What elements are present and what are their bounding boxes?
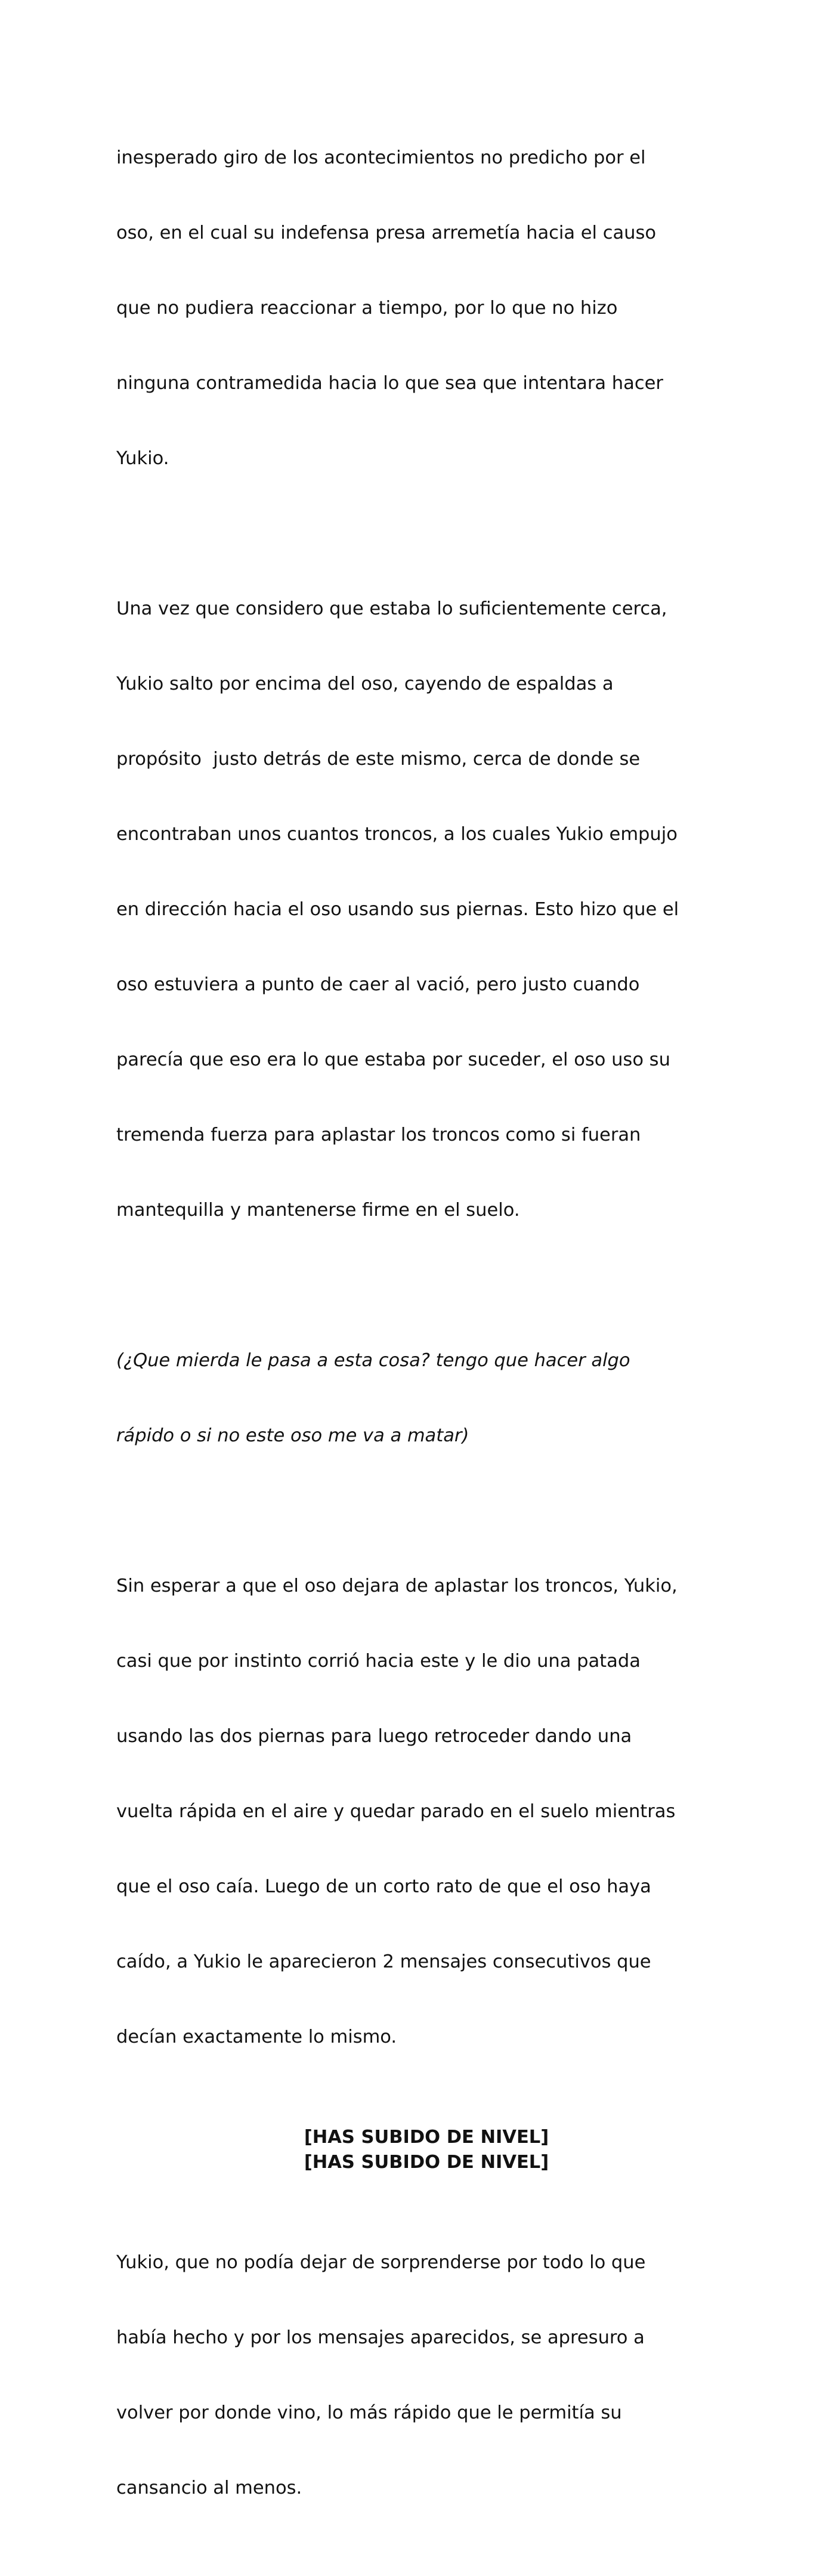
text-line: caído, a Yukio le aparecieron 2 mensajes consecutivos que — [116, 1951, 651, 1972]
text-line: Sin esperar a que el oso dejara de aplastar los troncos, Yukio, — [116, 1576, 678, 1596]
system-messages — [116, 2125, 737, 2175]
text-line: casi que por instinto corrió hacia este y le dio una patada — [116, 1651, 641, 1672]
text-line: Una vez que considero que estaba lo suficientemente cerca, — [116, 598, 667, 619]
text-line: parecía que eso era lo que estaba por suceder, el oso uso su — [116, 1049, 670, 1070]
text-line: usando las dos piernas para luego retroceder dando una — [116, 1726, 632, 1747]
text-line: Yukio. — [116, 448, 169, 469]
text-line: que no pudiera reaccionar a tiempo, por lo que no hizo — [116, 298, 618, 319]
text-line: Yukio, que no podía dejar de sorprenderse por todo lo que — [116, 2252, 646, 2273]
text-line: tremenda fuerza para aplastar los troncos como si fueran — [116, 1125, 641, 1145]
paragraph-1 — [116, 95, 737, 521]
text-line: encontraban unos cuantos troncos, a los cuales Yukio empujo — [116, 824, 678, 845]
system-message: [HAS SUBIDO DE NIVEL] — [304, 2127, 549, 2148]
text-line: propósito justo detrás de este mismo, cerca de donde se — [116, 749, 641, 770]
document-body — [116, 95, 737, 2576]
system-message: [HAS SUBIDO DE NIVEL] — [304, 2152, 549, 2173]
text-line: (¿Que mierda le pasa a esta cosa? tengo que hacer algo — [116, 1350, 630, 1371]
text-line: oso estuviera a punto de caer al vació, pero justo cuando — [116, 974, 640, 995]
text-line: Yukio salto por encima del oso, cayendo de espaldas a — [116, 674, 614, 694]
text-line: mantequilla y mantenerse firme en el suelo. — [116, 1200, 520, 1221]
text-line: vuelta rápida en el aire y quedar parado en el suelo mientras — [116, 1801, 676, 1822]
text-line: en dirección hacia el oso usando sus piernas. Esto hizo que el — [116, 899, 679, 920]
text-line: decían exactamente lo mismo. — [116, 2027, 397, 2047]
text-line: que el oso caía. Luego de un corto rato de que el oso haya — [116, 1876, 651, 1897]
paragraph-3-thought — [116, 1298, 737, 1499]
text-line: había hecho y por los mensajes aparecidos, se apresuro a — [116, 2327, 645, 2348]
text-line: inesperado giro de los acontecimientos no predicho por el — [116, 147, 646, 168]
paragraph-4 — [116, 1524, 737, 2100]
text-line: oso, en el cual su indefensa presa arremetía hacia el causo — [116, 223, 657, 243]
paragraph-6 — [116, 2200, 737, 2551]
paragraph-2 — [116, 546, 737, 1273]
text-line: volver por donde vino, lo más rápido que le permitía su — [116, 2402, 622, 2423]
text-line: ninguna contramedida hacia lo que sea que intentara hacer — [116, 373, 663, 394]
text-line: cansancio al menos. — [116, 2478, 302, 2498]
text-line: rápido o si no este oso me va a matar) — [116, 1425, 469, 1446]
